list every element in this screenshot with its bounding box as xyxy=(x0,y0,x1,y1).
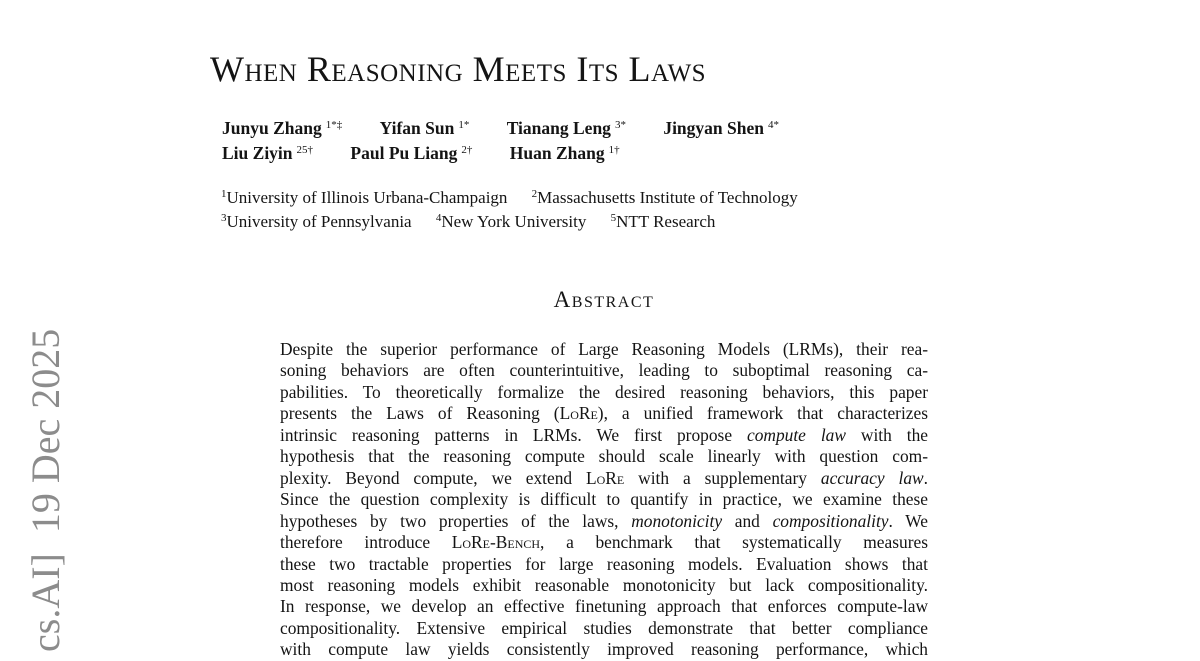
text-segment: Despite the superior performance of Large Reasoning Models (LRMs), their rea- xyxy=(280,339,928,359)
author xyxy=(510,143,620,163)
text-segment: compositionality. Extensive empirical studies demonstrate that better compliance xyxy=(280,617,928,638)
author-affiliation-marker: 4* xyxy=(767,119,779,131)
abstract-line xyxy=(280,575,928,596)
abstract-line xyxy=(280,618,928,639)
paper-title: When Reasoning Meets Its Laws xyxy=(210,49,707,89)
text-segment: , a benchmark that systematically measures xyxy=(540,532,928,553)
affiliation-number: 2 xyxy=(531,188,538,200)
abstract-line xyxy=(280,382,928,403)
smallcaps-text: LoRe xyxy=(559,403,598,424)
text-segment: . xyxy=(923,467,928,488)
abstract-line xyxy=(280,532,928,553)
abstract-text xyxy=(280,339,928,661)
affiliation xyxy=(436,212,586,231)
author-row-1 xyxy=(222,118,812,143)
affiliation-number: 4 xyxy=(435,212,442,224)
affiliation-number: 5 xyxy=(610,212,617,224)
author-block xyxy=(222,118,812,167)
author-name: Huan Zhang xyxy=(509,142,605,163)
author xyxy=(663,118,779,138)
author-affiliation-marker: 25† xyxy=(296,143,314,156)
affiliation-name: University of Illinois Urbana-Champaign xyxy=(226,188,508,207)
author-name: Liu Ziyin xyxy=(222,142,293,163)
affiliation-name: University of Pennsylvania xyxy=(226,212,412,231)
abstract-line xyxy=(280,339,928,360)
text-segment: soning behaviors are often counterintuitive, leading to suboptimal reasoning ca- xyxy=(280,360,928,381)
abstract-line xyxy=(280,639,928,660)
text-segment: most reasoning models exhibit reasonable monotonicity but lack compositionality. xyxy=(280,574,928,595)
author xyxy=(350,143,472,163)
text-segment: with the xyxy=(845,424,929,445)
emphasized-text: compute law xyxy=(746,424,846,445)
author xyxy=(222,143,313,163)
text-segment: intrinsic reasoning patterns in LRMs. We first propose xyxy=(280,424,747,445)
abstract-line xyxy=(280,511,928,532)
affiliation-row-2 xyxy=(221,211,818,235)
arxiv-stamp xyxy=(23,328,68,652)
author-name: Paul Pu Liang xyxy=(350,142,458,163)
text-segment: In response, we develop an effective finetuning approach that enforces compute-law xyxy=(280,596,928,617)
author-name: Tianang Leng xyxy=(506,118,611,138)
text-segment: plexity. Beyond compute, we extend xyxy=(280,467,587,488)
text-segment: ), a unified framework that characterizes xyxy=(597,403,928,424)
affiliation xyxy=(221,188,507,207)
affiliation-block xyxy=(221,187,818,235)
text-segment: hypothesis that the reasoning compute should scale linearly with question com- xyxy=(280,446,928,467)
text-segment: Since the question complexity is difficult to quantify in practice, we examine these xyxy=(280,489,928,510)
affiliation-number: 3 xyxy=(221,212,227,224)
text-segment: pabilities. To theoretically formalize the desired reasoning behaviors, this paper xyxy=(280,381,928,402)
author-affiliation-marker: 1*‡ xyxy=(325,119,343,131)
emphasized-text: monotonicity xyxy=(631,510,723,531)
affiliation xyxy=(221,212,412,231)
author-affiliation-marker: 3* xyxy=(614,119,626,131)
abstract-line xyxy=(280,596,928,617)
emphasized-text: compositionality xyxy=(772,510,889,531)
text-segment: . We xyxy=(888,510,928,531)
affiliation-number: 1 xyxy=(221,188,227,200)
affiliation-name: NTT Research xyxy=(616,212,716,231)
abstract-line xyxy=(280,468,928,489)
author-affiliation-marker: 2† xyxy=(461,143,473,156)
author-name: Yifan Sun xyxy=(379,118,455,138)
author xyxy=(222,118,342,138)
author-name: Junyu Zhang xyxy=(222,118,322,138)
smallcaps-text: LoRe xyxy=(586,467,625,488)
text-segment: and xyxy=(722,510,773,531)
abstract-line xyxy=(280,554,928,575)
abstract-line xyxy=(280,425,928,446)
author xyxy=(507,118,626,138)
affiliation xyxy=(532,188,798,207)
text-segment: with a supplementary xyxy=(624,467,821,488)
text-segment: hypotheses by two properties of the laws, xyxy=(280,510,632,531)
text-segment: presents the Laws of Reasoning ( xyxy=(280,403,560,424)
author-row-2 xyxy=(222,143,812,168)
author xyxy=(380,118,470,138)
abstract-line xyxy=(280,360,928,381)
abstract-line xyxy=(280,489,928,510)
text-segment: these two tractable properties for large reasoning models. Evaluation shows that xyxy=(280,553,928,574)
affiliation-row-1 xyxy=(221,187,818,211)
arxiv-stamp-text: cs.AI] 19 Dec 2025 xyxy=(23,328,68,652)
abstract-line xyxy=(280,403,928,424)
smallcaps-text: LoRe-Bench xyxy=(451,532,541,553)
affiliation xyxy=(611,212,716,231)
emphasized-text: accuracy law xyxy=(820,467,924,488)
author-affiliation-marker: 1* xyxy=(458,119,470,131)
author-name: Jingyan Shen xyxy=(663,118,764,138)
author-affiliation-marker: 1† xyxy=(608,143,620,156)
text-segment: therefore introduce xyxy=(280,532,452,553)
affiliation-name: Massachusetts Institute of Technology xyxy=(537,188,798,207)
affiliation-name: New York University xyxy=(441,212,587,231)
abstract-line xyxy=(280,446,928,467)
text-segment: with compute law yields consistently improved reasoning performance, which xyxy=(280,639,928,660)
abstract-heading: Abstract xyxy=(553,287,655,312)
